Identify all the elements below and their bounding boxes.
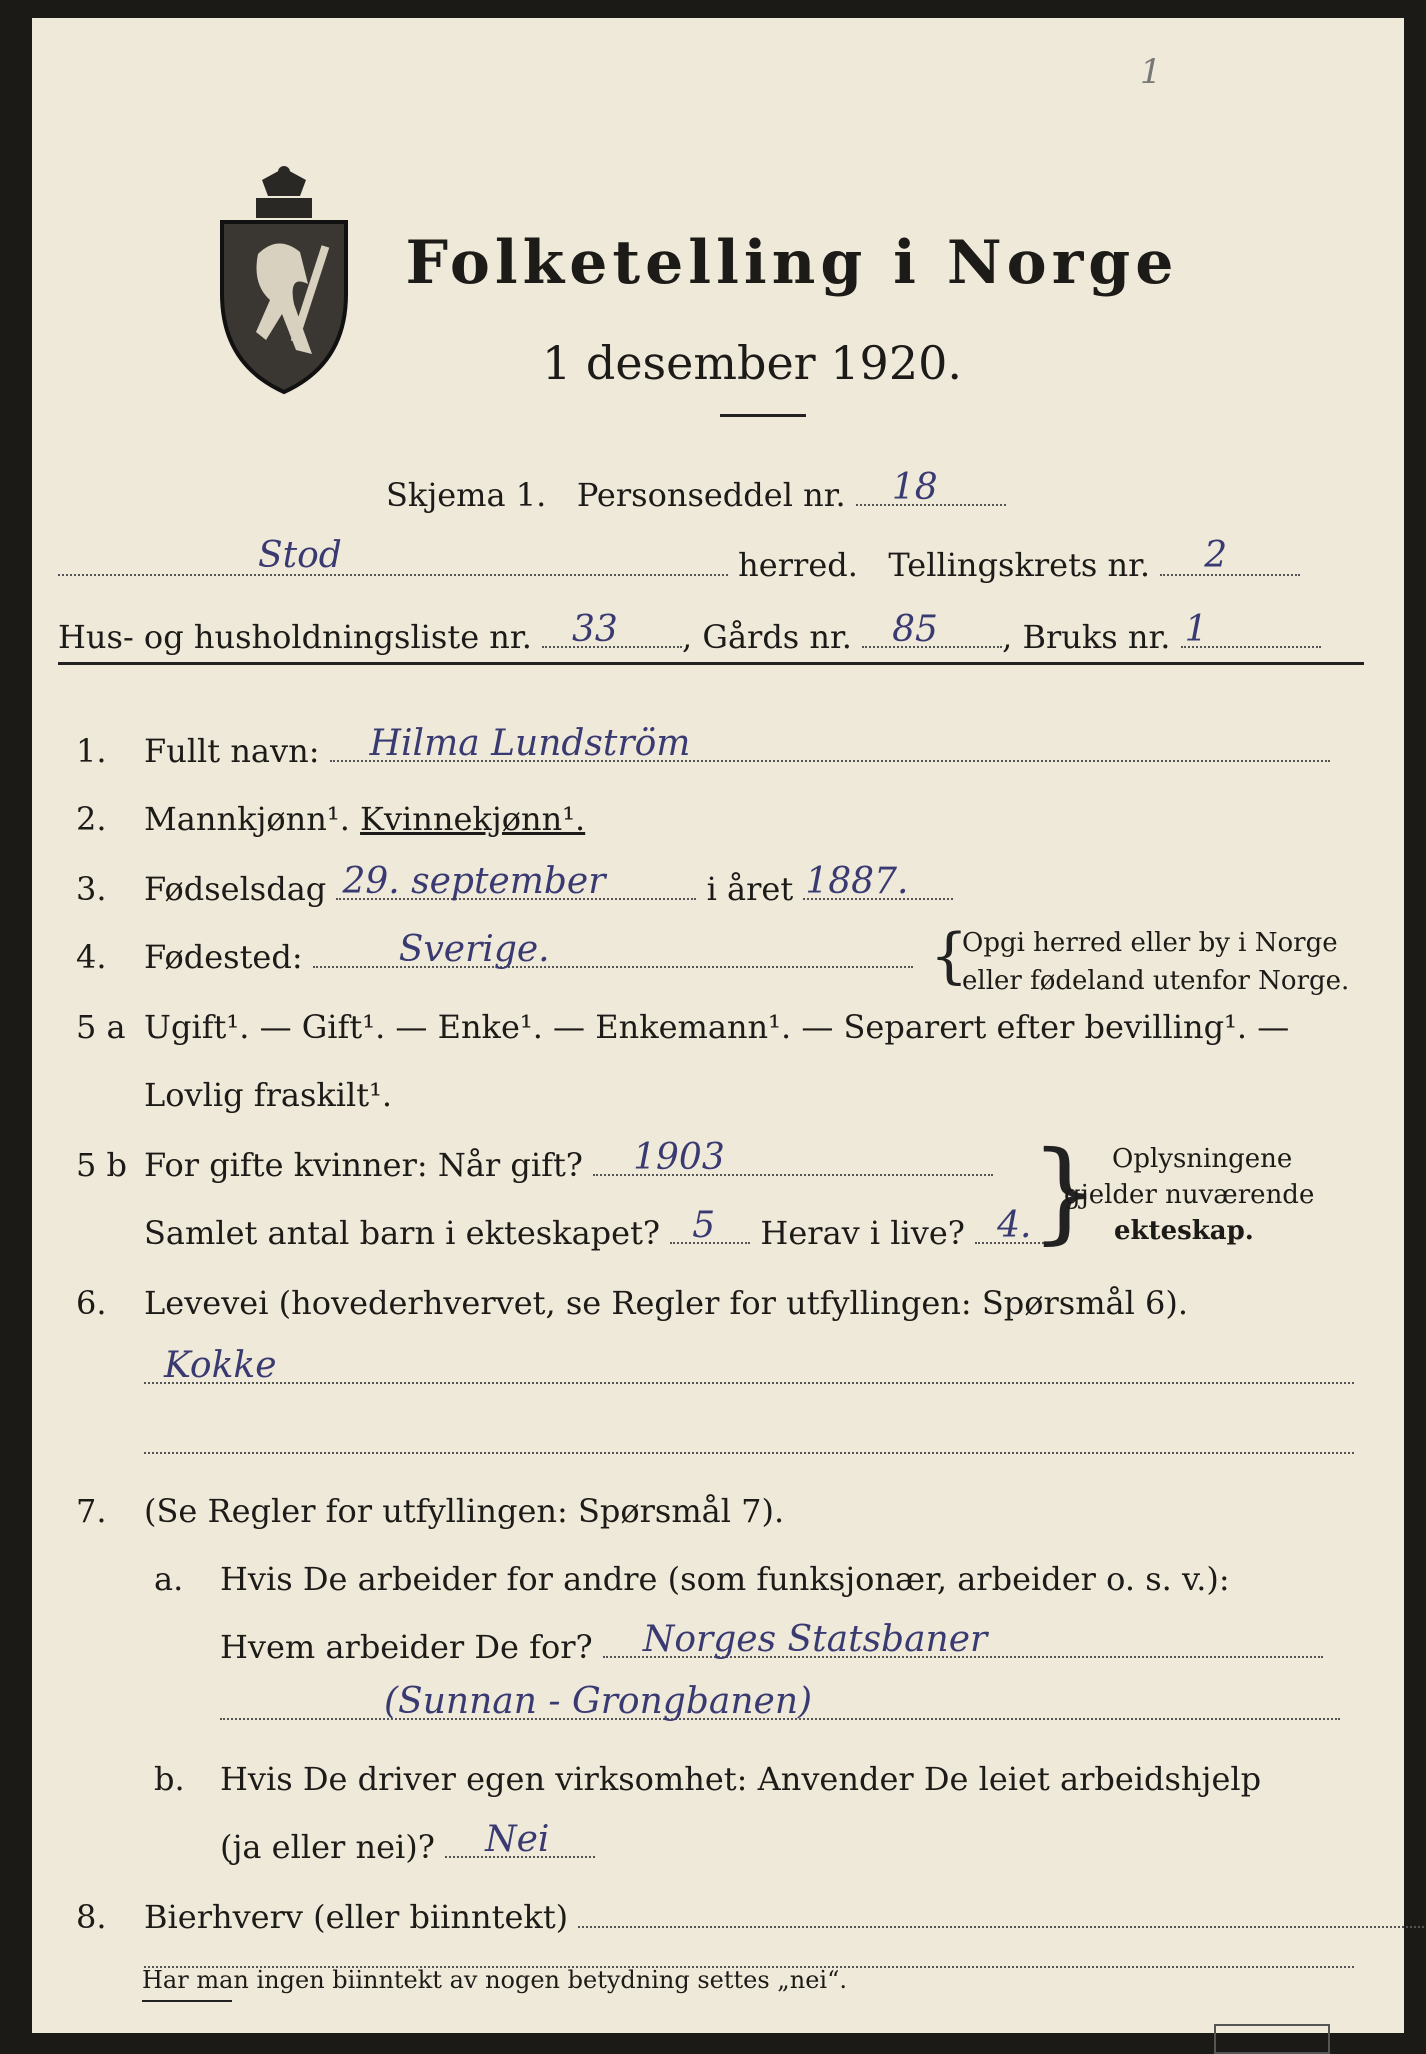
q4-brace: { [930, 921, 969, 991]
q5b-children-value: 5 [692, 1205, 716, 1246]
q5b-children-field[interactable] [670, 1205, 750, 1246]
header-divider [58, 662, 1364, 665]
q6-value: Kokke [164, 1345, 277, 1386]
household-line [58, 609, 1321, 656]
q7b-number: b. [154, 1760, 185, 1798]
q7b-field[interactable] [445, 1819, 595, 1860]
district-line [58, 535, 1300, 584]
q3-field[interactable] [336, 861, 696, 902]
q2-line [144, 800, 585, 838]
q1-value: Hilma Lundström [369, 723, 691, 764]
q7a-question-line [220, 1619, 1323, 1666]
form-date: 1 desember 1920. [542, 336, 962, 390]
household-list-field[interactable] [542, 609, 682, 650]
q5b-married-line [144, 1137, 993, 1184]
gard-label: , Gårds nr. [682, 618, 852, 656]
q7a-value-2: (Sunnan - Grongbanen) [384, 1681, 813, 1722]
gard-field[interactable] [862, 609, 1002, 650]
q3-year-label: i året [706, 870, 794, 908]
q1-field[interactable] [330, 723, 1330, 764]
q5b-note-3: ekteskap. [1114, 1216, 1254, 1246]
census-form [32, 18, 1404, 2033]
q5b-children-label: Samlet antal barn i ekteskapet? [144, 1214, 661, 1252]
q4-line [144, 929, 913, 976]
gard-value: 85 [892, 609, 938, 650]
krets-value: 2 [1204, 535, 1228, 576]
bruks-value: 1 [1184, 609, 1208, 650]
q8-label: Bierhverv (eller biinntekt) [144, 1898, 569, 1936]
person-nr-field[interactable] [856, 467, 1006, 508]
q1-number: 1. [76, 732, 107, 770]
q5b-alive-label: Herav i live? [760, 1214, 965, 1252]
q4-label: Fødested: [144, 938, 303, 976]
krets-field[interactable] [1160, 535, 1300, 576]
coat-of-arms-icon [208, 164, 360, 396]
q3-label: Fødselsdag [144, 870, 327, 908]
krets-label: Tellingskrets nr. [888, 546, 1151, 584]
q7-label: (Se Regler for utfyllingen: Spørsmål 7). [144, 1492, 785, 1530]
q4-note-2: eller fødeland utenfor Norge. [962, 966, 1350, 996]
q6-number: 6. [76, 1284, 107, 1322]
schema-label: Skjema 1. [386, 476, 547, 514]
q5b-married-field[interactable] [593, 1137, 993, 1178]
q6-label: Levevei (hovederhvervet, se Regler for utfyllingen: Spørsmål 6). [144, 1284, 1189, 1322]
q7b-value: Nei [485, 1819, 550, 1860]
q5b-married-label: For gifte kvinner: Når gift? [144, 1146, 583, 1184]
q5b-alive-value: 4. [997, 1205, 1032, 1246]
q8-field[interactable] [578, 1916, 1426, 1928]
q3-line [144, 861, 953, 908]
q7-number: 7. [76, 1492, 107, 1530]
title-divider [720, 414, 806, 417]
q6-field[interactable] [144, 1345, 1354, 1386]
q7a-number: a. [154, 1560, 184, 1598]
q5b-number: 5 b [76, 1146, 128, 1184]
herred-label: herred. [738, 546, 858, 584]
schema-line [386, 467, 1006, 514]
q3-number: 3. [76, 870, 107, 908]
corner-mark: 1 [1140, 52, 1162, 92]
q7a-text: Hvis De arbeider for andre (som funksjonær, arbeider o. s. v.): [220, 1560, 1230, 1598]
q7b-question: (ja eller nei)? [220, 1828, 435, 1866]
q5a-number: 5 a [76, 1008, 126, 1046]
footer-note: Har man ingen biinntekt av nogen betydning settes „nei“. [142, 1966, 847, 1994]
q2-female: Kvinnekjønn¹. [360, 800, 586, 838]
q5b-note-1: Oplysningene [1112, 1144, 1293, 1174]
q7a-answer-line-2 [220, 1681, 1340, 1728]
person-nr-value: 18 [891, 467, 938, 508]
q2-male: Mannkjønn¹. [144, 800, 350, 838]
footer-rule [142, 2000, 232, 2002]
bruks-label: , Bruks nr. [1002, 618, 1171, 656]
household-list-value: 33 [572, 609, 618, 650]
q5b-married-value: 1903 [633, 1137, 725, 1178]
q1-line [144, 723, 1330, 770]
q4-field[interactable] [313, 929, 913, 970]
q5a-line: Ugift¹. — Gift¹. — Enke¹. — Enkemann¹. — Separert efter bevilling¹. — [144, 1008, 1290, 1046]
q6-blank-line [144, 1424, 1354, 1462]
person-label: Personseddel nr. [576, 476, 846, 514]
herred-value: Stod [258, 535, 342, 576]
q7b-question-line [220, 1819, 595, 1866]
q7a-question: Hvem arbeider De for? [220, 1628, 593, 1666]
q3-value: 29. september [342, 861, 606, 902]
q7a-value: Norges Statsbaner [642, 1619, 988, 1660]
q5b-children-line [144, 1205, 1055, 1252]
herred-field[interactable] [58, 535, 728, 576]
q3-year-field[interactable] [803, 861, 953, 902]
form-title: Folketelling i Norge [405, 228, 1179, 298]
q5b-note-2: gjelder nuværende [1064, 1180, 1315, 1210]
q3-year-value: 1887. [805, 861, 909, 902]
q4-number: 4. [76, 938, 107, 976]
q8-number: 8. [76, 1898, 107, 1936]
q4-note-1: Opgi herred eller by i Norge [962, 928, 1338, 958]
printer-stamp [1214, 2024, 1330, 2054]
q2-number: 2. [76, 800, 107, 838]
q7a-field[interactable] [603, 1619, 1323, 1660]
q1-label: Fullt navn: [144, 732, 320, 770]
q5b-brace: } [1030, 1127, 1100, 1255]
q6-answer-line [144, 1345, 1354, 1392]
q7a-field-2[interactable] [220, 1681, 1340, 1722]
bruks-field[interactable] [1181, 609, 1321, 650]
q8-line [144, 1898, 1426, 1936]
q6-field-2[interactable] [144, 1442, 1354, 1454]
household-list-label: Hus- og husholdningsliste nr. [58, 618, 532, 656]
q4-value: Sverige. [398, 929, 550, 970]
q5a-line-2: Lovlig fraskilt¹. [144, 1076, 393, 1114]
q7b-text: Hvis De driver egen virksomhet: Anvender De leiet arbeidshjelp [220, 1760, 1262, 1798]
